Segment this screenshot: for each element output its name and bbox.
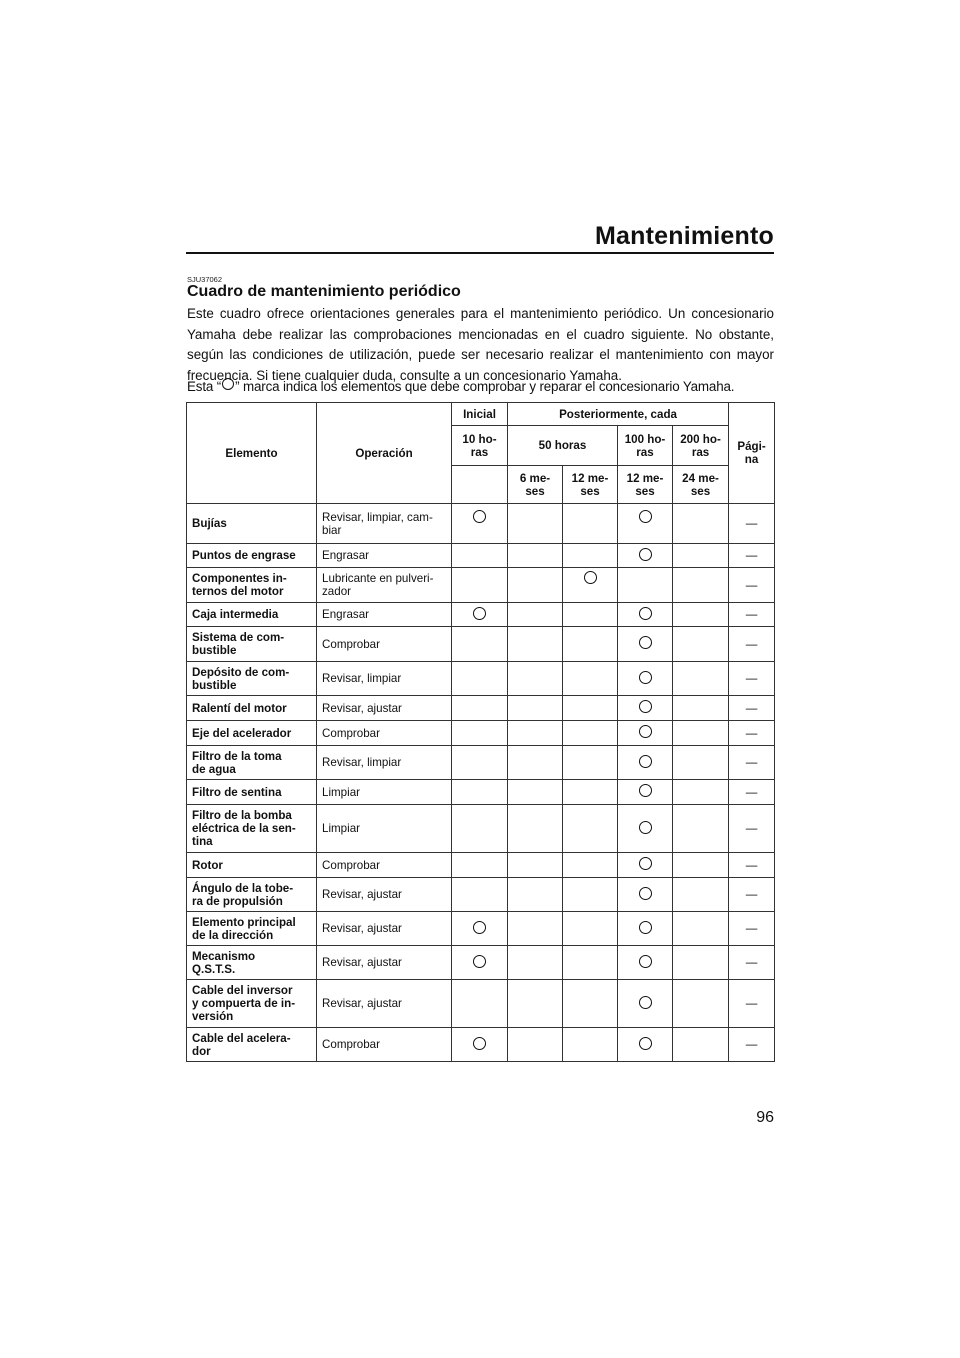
interval-cell <box>673 805 729 853</box>
row-elemento: Bujías <box>187 504 317 544</box>
row-operacion: Revisar, ajustar <box>317 878 452 912</box>
header-100-horas: 100 ho- ras <box>618 426 673 466</box>
row-elemento: Depósito de com- bustible <box>187 662 317 696</box>
interval-cell <box>673 721 729 746</box>
table-row <box>187 853 775 878</box>
circle-mark-icon <box>473 607 486 620</box>
row-pagina: — <box>729 946 775 980</box>
interval-cell <box>508 721 563 746</box>
row-operacion: Comprobar <box>317 721 452 746</box>
interval-cell <box>508 662 563 696</box>
row-operacion: Engrasar <box>317 544 452 568</box>
row-operacion: Limpiar <box>317 805 452 853</box>
table-row <box>187 878 775 912</box>
interval-cell <box>563 662 618 696</box>
interval-cell <box>618 627 673 662</box>
interval-cell <box>508 746 563 780</box>
header-200-horas: 200 ho- ras <box>673 426 729 466</box>
interval-cell <box>508 627 563 662</box>
row-pagina: — <box>729 603 775 627</box>
circle-mark-icon <box>639 671 652 684</box>
interval-cell <box>618 746 673 780</box>
row-pagina: — <box>729 780 775 805</box>
table-row <box>187 603 775 627</box>
row-operacion: Revisar, ajustar <box>317 980 452 1028</box>
interval-cell <box>452 878 508 912</box>
interval-cell <box>508 504 563 544</box>
interval-cell <box>452 627 508 662</box>
interval-cell <box>673 878 729 912</box>
interval-cell <box>508 544 563 568</box>
interval-cell <box>673 603 729 627</box>
interval-cell <box>618 878 673 912</box>
header-posteriormente: Posteriormente, cada <box>508 403 729 426</box>
row-operacion: Revisar, ajustar <box>317 912 452 946</box>
interval-cell <box>452 946 508 980</box>
interval-cell <box>452 1028 508 1062</box>
interval-cell <box>673 504 729 544</box>
interval-cell <box>673 544 729 568</box>
header-10-horas: 10 ho- ras <box>452 426 508 466</box>
circle-mark-icon <box>473 1037 486 1050</box>
interval-cell <box>563 878 618 912</box>
row-elemento: Sistema de com- bustible <box>187 627 317 662</box>
row-operacion: Revisar, ajustar <box>317 946 452 980</box>
row-pagina: — <box>729 878 775 912</box>
header-12-meses-a: 12 me- ses <box>563 466 618 504</box>
table-row <box>187 946 775 980</box>
row-operacion: Engrasar <box>317 603 452 627</box>
legend-line <box>187 377 777 397</box>
interval-cell <box>508 980 563 1028</box>
row-operacion: Comprobar <box>317 1028 452 1062</box>
interval-cell <box>508 946 563 980</box>
row-pagina: — <box>729 805 775 853</box>
interval-cell <box>452 912 508 946</box>
table-row <box>187 1028 775 1062</box>
circle-mark-icon <box>639 857 652 870</box>
header-empty <box>452 466 508 504</box>
interval-cell <box>618 544 673 568</box>
row-elemento: Rotor <box>187 853 317 878</box>
interval-cell <box>563 696 618 721</box>
interval-cell <box>508 568 563 603</box>
row-pagina: — <box>729 504 775 544</box>
row-pagina: — <box>729 568 775 603</box>
circle-mark-icon <box>639 784 652 797</box>
legend-text-after: ” marca indica los elementos que debe comprobar y reparar el concesionario Yamaha. <box>235 379 735 394</box>
interval-cell <box>563 746 618 780</box>
interval-cell <box>452 504 508 544</box>
table-row <box>187 544 775 568</box>
interval-cell <box>673 912 729 946</box>
interval-cell <box>508 805 563 853</box>
circle-mark-icon <box>639 887 652 900</box>
interval-cell <box>563 544 618 568</box>
row-elemento: Mecanismo Q.S.T.S. <box>187 946 317 980</box>
header-pagina-text: Pági- na <box>737 440 766 466</box>
circle-mark-icon <box>639 607 652 620</box>
row-elemento: Eje del acelerador <box>187 721 317 746</box>
interval-cell <box>452 853 508 878</box>
circle-mark-icon <box>473 955 486 968</box>
row-elemento: Elemento principal de la dirección <box>187 912 317 946</box>
circle-mark-icon <box>639 996 652 1009</box>
interval-cell <box>452 780 508 805</box>
interval-cell <box>508 912 563 946</box>
interval-cell <box>452 746 508 780</box>
table-row <box>187 980 775 1028</box>
circle-mark-icon <box>639 955 652 968</box>
row-elemento: Componentes in- ternos del motor <box>187 568 317 603</box>
header-operacion: Operación <box>317 403 452 504</box>
header-inicial: Inicial <box>452 403 508 426</box>
interval-cell <box>563 912 618 946</box>
interval-cell <box>563 946 618 980</box>
page-header-title: Mantenimiento <box>595 222 774 250</box>
table-row <box>187 627 775 662</box>
interval-cell <box>508 1028 563 1062</box>
header-6-meses: 6 me- ses <box>508 466 563 504</box>
interval-cell <box>563 853 618 878</box>
interval-cell <box>452 805 508 853</box>
interval-cell <box>508 603 563 627</box>
circle-mark-icon <box>639 510 652 523</box>
interval-cell <box>673 696 729 721</box>
interval-cell <box>452 696 508 721</box>
interval-cell <box>452 603 508 627</box>
row-operacion: Limpiar <box>317 780 452 805</box>
circle-mark-icon <box>639 636 652 649</box>
interval-cell <box>508 696 563 721</box>
interval-cell <box>563 1028 618 1062</box>
row-elemento: Cable del acelera- dor <box>187 1028 317 1062</box>
row-pagina: — <box>729 696 775 721</box>
header-elemento: Elemento <box>187 403 317 504</box>
interval-cell <box>563 504 618 544</box>
interval-cell <box>673 627 729 662</box>
interval-cell <box>452 721 508 746</box>
page-number: 96 <box>756 1109 774 1126</box>
circle-mark-icon <box>584 571 597 584</box>
interval-cell <box>618 721 673 746</box>
interval-cell <box>563 627 618 662</box>
row-pagina: — <box>729 721 775 746</box>
row-elemento: Ángulo de la tobe- ra de propulsión <box>187 878 317 912</box>
row-elemento: Filtro de la bomba eléctrica de la sen- tina <box>187 805 317 853</box>
row-pagina: — <box>729 746 775 780</box>
circle-mark-icon <box>473 921 486 934</box>
row-operacion: Revisar, ajustar <box>317 696 452 721</box>
interval-cell <box>673 1028 729 1062</box>
row-pagina: — <box>729 1028 775 1062</box>
row-pagina: — <box>729 853 775 878</box>
circle-mark-icon <box>639 921 652 934</box>
row-elemento: Filtro de sentina <box>187 780 317 805</box>
interval-cell <box>452 568 508 603</box>
circle-mark-icon <box>639 1037 652 1050</box>
header-50-horas: 50 horas <box>508 426 618 466</box>
row-operacion: Lubricante en pulveri- zador <box>317 568 452 603</box>
interval-cell <box>673 980 729 1028</box>
interval-cell <box>673 746 729 780</box>
section-code: SJU37062 <box>187 275 223 284</box>
legend-text-before: Esta “ <box>187 379 222 394</box>
interval-cell <box>452 662 508 696</box>
row-elemento: Filtro de la toma de agua <box>187 746 317 780</box>
circle-mark-icon <box>473 510 486 523</box>
interval-cell <box>618 1028 673 1062</box>
interval-cell <box>673 780 729 805</box>
row-pagina: — <box>729 627 775 662</box>
row-pagina: — <box>729 662 775 696</box>
table-row <box>187 662 775 696</box>
interval-cell <box>508 853 563 878</box>
row-elemento: Ralentí del motor <box>187 696 317 721</box>
table-row <box>187 805 775 853</box>
interval-cell <box>618 603 673 627</box>
table-row <box>187 721 775 746</box>
table-row <box>187 780 775 805</box>
row-pagina: — <box>729 544 775 568</box>
header-12-meses-b: 12 me- ses <box>618 466 673 504</box>
interval-cell <box>563 721 618 746</box>
interval-cell <box>563 568 618 603</box>
circle-mark-icon <box>222 378 234 390</box>
row-pagina: — <box>729 980 775 1028</box>
interval-cell <box>618 696 673 721</box>
interval-cell <box>508 780 563 805</box>
interval-cell <box>618 662 673 696</box>
interval-cell <box>618 568 673 603</box>
header-pagina <box>729 403 775 504</box>
interval-cell <box>618 504 673 544</box>
row-operacion: Comprobar <box>317 853 452 878</box>
interval-cell <box>452 980 508 1028</box>
interval-cell <box>618 946 673 980</box>
row-operacion: Revisar, limpiar <box>317 662 452 696</box>
row-operacion: Comprobar <box>317 627 452 662</box>
interval-cell <box>673 662 729 696</box>
row-pagina: — <box>729 912 775 946</box>
schedule-body <box>187 504 775 1062</box>
interval-cell <box>563 980 618 1028</box>
row-operacion: Revisar, limpiar, cam- biar <box>317 504 452 544</box>
header-divider <box>186 252 774 254</box>
interval-cell <box>618 805 673 853</box>
circle-mark-icon <box>639 548 652 561</box>
section-title: Cuadro de mantenimiento periódico <box>187 283 461 300</box>
row-elemento: Cable del inversor y compuerta de in- versión <box>187 980 317 1028</box>
interval-cell <box>618 912 673 946</box>
row-elemento: Puntos de engrase <box>187 544 317 568</box>
interval-cell <box>618 780 673 805</box>
maintenance-schedule-table <box>186 402 775 1062</box>
header-24-meses: 24 me- ses <box>673 466 729 504</box>
interval-cell <box>452 544 508 568</box>
interval-cell <box>563 603 618 627</box>
circle-mark-icon <box>639 700 652 713</box>
table-row <box>187 696 775 721</box>
circle-mark-icon <box>639 725 652 738</box>
table-row <box>187 912 775 946</box>
circle-mark-icon <box>639 755 652 768</box>
interval-cell <box>673 853 729 878</box>
row-operacion: Revisar, limpiar <box>317 746 452 780</box>
interval-cell <box>618 980 673 1028</box>
interval-cell <box>508 878 563 912</box>
row-elemento: Caja intermedia <box>187 603 317 627</box>
interval-cell <box>618 853 673 878</box>
table-row <box>187 504 775 544</box>
interval-cell <box>673 946 729 980</box>
table-row <box>187 746 775 780</box>
circle-mark-icon <box>639 821 652 834</box>
interval-cell <box>563 780 618 805</box>
intro-paragraph: Este cuadro ofrece orientaciones generales para el mantenimiento periódico. Un concesionario Yamaha debe realizar las comprobaciones mencionadas en el cuadro siguiente. No obstante, según las condiciones de utilización, puede ser necesario realizar el mantenimiento con mayor frecuencia. Si tiene cualquier duda, consulte a un concesionario Yamaha. <box>187 306 774 383</box>
interval-cell <box>673 568 729 603</box>
table-row <box>187 568 775 603</box>
interval-cell <box>563 805 618 853</box>
